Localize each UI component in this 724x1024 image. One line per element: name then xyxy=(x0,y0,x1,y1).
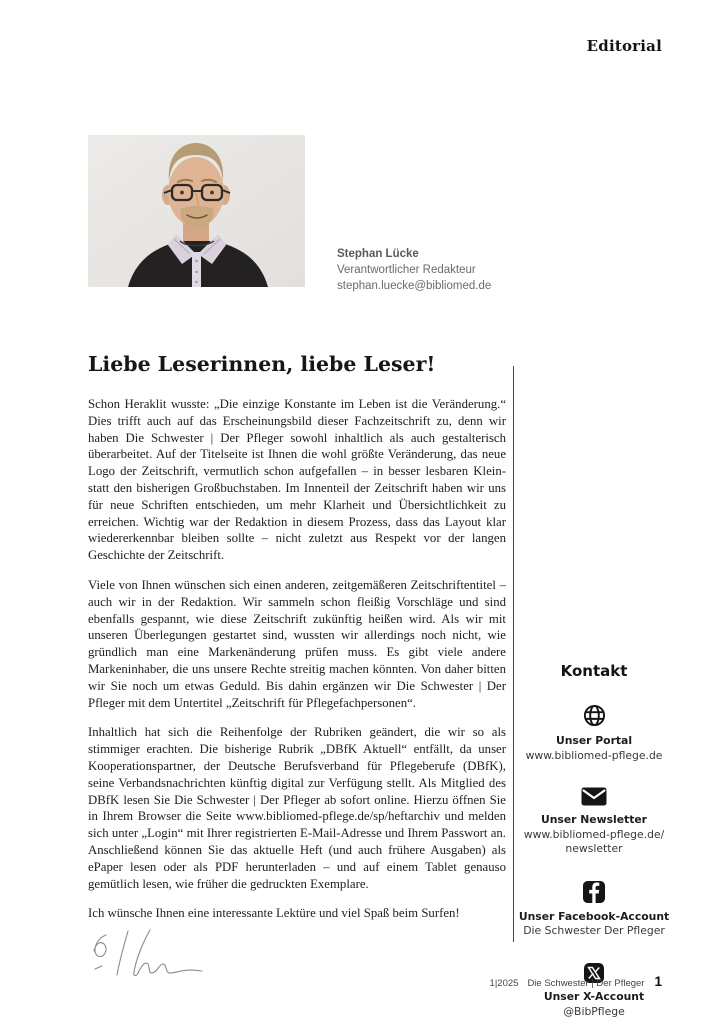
footer-journal-title: Die Schwester | Der Pfleger xyxy=(527,978,645,989)
editorial-article xyxy=(88,352,506,987)
contact-title: Unser X-Account xyxy=(543,989,645,1003)
signature-drawing xyxy=(88,928,206,982)
contact-line: newsletter xyxy=(565,842,623,856)
contact-item-facebook xyxy=(514,881,674,939)
section-label: Editorial xyxy=(586,37,662,55)
contact-line: @BibPflege xyxy=(563,1004,625,1018)
sidebar-heading: Kontakt xyxy=(560,662,628,680)
contact-line: www.bibliomed-pflege.de xyxy=(525,748,663,762)
contact-item-x xyxy=(514,963,674,1019)
author-signature xyxy=(88,928,506,987)
contact-line: www.bibliomed-pflege.de/ xyxy=(523,827,665,841)
article-paragraph: Schon Heraklit wusste: „Die einzige Konstante im Leben ist die Veränderung.“ Dies trifft auch auf das Erscheinungsbild dieser Fachzeitschrift zu, denn wir haben Die Schwester | Der Pfleger sowohl inhaltlich als auch gestalterisch überarbeitet. Auf der Titelseite ist Ihnen die wohl größte Veränderung, das neue Logo der Zeitschrift, vermutlich schon aufgefallen – in besser lesbaren Klein- statt den bisherigen Großbuchstaben. Im Innenteil der Zeitschrift haben wir uns für neue Schriften entschieden, um mehr Klarheit und Übersichtlichkeit zu erreichen. Wichtig war der Redaktion in diesem Prozess, dass das Layout klar wiedererkennbar bleiben sollte – nicht zuletzt aus Respekt vor der langen Geschichte der Zeitschrift. xyxy=(88,397,506,563)
globe-icon xyxy=(583,704,606,727)
envelope-icon xyxy=(581,787,607,806)
contact-item-portal xyxy=(514,704,674,763)
author-photo xyxy=(88,135,305,287)
page-footer xyxy=(490,974,662,989)
footer-page-number: 1 xyxy=(654,974,662,989)
article-heading: Liebe Leserinnen, liebe Leser! xyxy=(88,352,436,376)
article-paragraph: Inhaltlich hat sich die Reihenfolge der Rubriken geändert, die wir so als stimmiger erachten. Die bisherige Rubrik „DBfK Aktuell“ entfällt, da unser Kooperationspartner, der Deutsche Berufsverband für Pflegeberufe (DBfK), seine Verbandsnachrichten künftig digital zur Verfügung stellt. Als Mitglied des DBfK lesen Sie Die Schwester | Der Pfleger ab sofort online. Hierzu öffnen Sie in Ihrem Browser die Seite www.bibliomed-pflege.de/sp/heftarchiv und melden sich unter „Login“ mit Ihrer registrierten E-Mail-Adresse und Ihrem Passwort an. Anschließend können Sie das aktuelle Heft (und auch frühere Ausgaben) als ePaper lesen oder als PDF herunterladen – und auf einem Tablet genauso gemütlich lesen, wie früher die gedruckten Exemplare. xyxy=(88,725,506,891)
author-email: stephan.luecke@bibliomed.de xyxy=(337,279,492,292)
contact-sidebar xyxy=(514,662,674,1024)
article-paragraph: Viele von Ihnen wünschen sich einen anderen, zeitgemäßeren Zeitschriftentitel – auch wir in der Redaktion. Wir sammeln schon fleißig Vorschläge und sind ebenfalls gespannt, wie diese Zeitschrift zukünftig heißen wird. Als wir mit unseren Überlegungen gestartet sind, wussten wir allerdings noch nicht, wie gründlich man eine Markenänderung prüfen muss. Es gibt viele andere Markeninhaber, die uns unsere Rechte streitig machen könnten. Von daher bitten wir Sie noch um etwas Geduld. Bis dahin ergänzen wir Die Schwester | Der Pfleger mit dem Untertitel „Zeitschrift für Pflegefachpersonen“. xyxy=(88,577,506,710)
contact-title: Unser Facebook-Account xyxy=(518,909,670,923)
article-closing: Ich wünsche Ihnen eine interessante Lektüre und viel Spaß beim Surfen! xyxy=(88,906,460,921)
footer-issue: 1|2025 xyxy=(489,978,519,989)
contact-line: Die Schwester Der Pfleger xyxy=(523,924,665,938)
contact-title: Unser Newsletter xyxy=(540,813,648,827)
author-name: Stephan Lücke xyxy=(337,248,419,260)
facebook-icon xyxy=(583,881,605,903)
author-role: Verantwortlicher Redakteur xyxy=(337,263,476,276)
contact-item-newsletter xyxy=(514,787,674,857)
portrait-illustration xyxy=(88,135,305,287)
contact-title: Unser Portal xyxy=(555,734,633,747)
author-caption xyxy=(337,247,491,295)
